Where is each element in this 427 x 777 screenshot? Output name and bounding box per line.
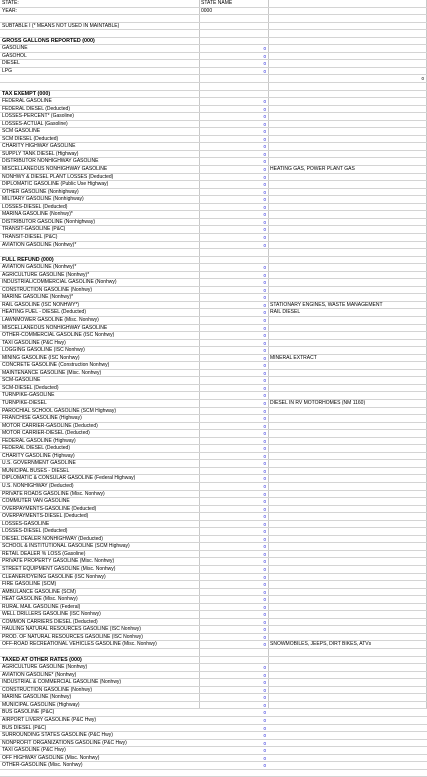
row-value: 0: [263, 521, 266, 527]
table-row[interactable]: [0, 740, 427, 748]
row-label: AVIATION GASOLINE (Nonhwy)*: [2, 241, 77, 248]
table-row[interactable]: [0, 113, 427, 121]
row-label: WELL DRILLERS GASOLINE (ISC Nonhwy): [2, 611, 101, 618]
header-row[interactable]: [0, 23, 427, 31]
row-label: GASOLINE: [2, 45, 28, 52]
table-row[interactable]: [0, 664, 427, 672]
table-row[interactable]: [0, 747, 427, 755]
blank-row[interactable]: [0, 770, 427, 777]
table-row[interactable]: [0, 53, 427, 61]
row-label: LOSSES-GASOLINE: [2, 520, 50, 527]
row-label: CONCRETE GASOLINE (Construction Nonhwy): [2, 362, 110, 369]
row-label: LPG: [2, 67, 13, 74]
table-row[interactable]: [0, 143, 427, 151]
row-label: LOSSES-ACTUAL (Gasoline): [2, 120, 68, 127]
table-row[interactable]: [0, 128, 427, 136]
row-label: OTHER GASOLINE (Nonhighway): [2, 188, 79, 195]
row-label: DISTRIBUTOR NONHIGHWAY GASOLINE: [2, 158, 99, 165]
section-title: TAXED AT OTHER RATES (000): [2, 656, 82, 663]
table-row[interactable]: [0, 309, 427, 317]
row-value: 0: [263, 53, 266, 59]
row-label: AVIATION GASOLINE (Nonhwy)*: [2, 264, 77, 271]
table-row[interactable]: [0, 121, 427, 129]
row-value: 0: [263, 325, 266, 331]
row-label: SCM-GASOLINE: [2, 377, 41, 384]
row-value: 0: [263, 129, 266, 135]
row-label: SUPPLY TANK DIESEL (Highway): [2, 150, 79, 157]
row-label: DIPLOMATIC GASOLINE (Public Use Highway): [2, 181, 109, 188]
total-row[interactable]: [0, 75, 427, 83]
table-row[interactable]: [0, 755, 427, 763]
row-value: 0: [263, 393, 266, 399]
table-row[interactable]: [0, 762, 427, 770]
table-row[interactable]: [0, 106, 427, 114]
blank-row[interactable]: [0, 30, 427, 38]
row-value: 0: [263, 559, 266, 565]
year-value: 0000: [201, 7, 213, 14]
row-label: TAXI GASOLINE (P&C Hwy): [2, 747, 66, 754]
table-row[interactable]: [0, 347, 427, 355]
table-row[interactable]: [0, 294, 427, 302]
table-row[interactable]: [0, 483, 427, 491]
table-row[interactable]: [0, 272, 427, 280]
row-value: 0: [263, 144, 266, 150]
table-row[interactable]: [0, 626, 427, 634]
row-value: 0: [263, 348, 266, 354]
table-row[interactable]: [0, 717, 427, 725]
table-row[interactable]: [0, 596, 427, 604]
row-value: 0: [263, 121, 266, 127]
row-label: FEDERAL GASOLINE (Highway): [2, 437, 76, 444]
row-value: 0: [263, 167, 266, 173]
table-row[interactable]: [0, 423, 427, 431]
row-label: LOSSES-DIESEL (Deducted): [2, 528, 68, 535]
row-value: 0: [263, 544, 266, 550]
row-label: PRIVATE PROPERTY GASOLINE (Misc. Nonhwy): [2, 558, 115, 565]
row-value: 0: [263, 46, 266, 52]
row-value: 0: [263, 378, 266, 384]
section-title: TAX EXEMPT (000): [2, 90, 51, 97]
row-value: 0: [263, 461, 266, 467]
table-row[interactable]: [0, 453, 427, 461]
row-label: DIESEL: [2, 60, 20, 67]
table-row[interactable]: [0, 408, 427, 416]
section-total: 0: [421, 76, 424, 82]
table-row[interactable]: [0, 491, 427, 499]
row-value: 0: [263, 468, 266, 474]
row-value: 0: [263, 272, 266, 278]
row-label: CHARITY GASOLINE (Highway): [2, 452, 75, 459]
row-value: 0: [263, 755, 266, 761]
row-value: 0: [263, 484, 266, 489]
row-value: 0: [263, 514, 266, 520]
row-value: 0: [263, 695, 266, 701]
table-row[interactable]: [0, 543, 427, 551]
row-value: 0: [263, 423, 266, 429]
row-label: MARINE GASOLINE (Nonhwy): [2, 694, 72, 701]
section-title-row[interactable]: [0, 91, 427, 99]
row-label: FEDERAL GASOLINE: [2, 98, 52, 105]
table-row[interactable]: [0, 211, 427, 219]
row-value: 0: [263, 589, 266, 595]
row-value: 0: [263, 242, 266, 248]
row-value: 0: [263, 333, 266, 339]
row-value: 0: [263, 159, 266, 165]
table-row[interactable]: [0, 521, 427, 529]
table-row[interactable]: [0, 679, 427, 687]
table-row[interactable]: [0, 581, 427, 589]
blank-row[interactable]: [0, 649, 427, 657]
row-label: INDUSTRIAL/COMMERCIAL GASOLINE (Nonhwy): [2, 279, 117, 286]
row-label: PRIVATE ROADS GASOLINE (Misc. Nonhwy): [2, 490, 105, 497]
table-row[interactable]: [0, 702, 427, 710]
row-label: OVERPAYMENTS-DIESEL (Deducted): [2, 513, 89, 520]
table-row[interactable]: [0, 468, 427, 476]
row-value: 0: [263, 680, 266, 686]
blank-row[interactable]: [0, 249, 427, 257]
row-value: 0: [263, 665, 266, 671]
row-label: HEATING FUEL - DIESEL (Deducted): [2, 309, 87, 316]
table-row[interactable]: [0, 370, 427, 378]
row-label: DIPLOMATIC & CONSULAR GASOLINE (Federal Highway): [2, 475, 136, 482]
row-value: 0: [263, 506, 266, 512]
table-row[interactable]: [0, 536, 427, 544]
table-row[interactable]: [0, 392, 427, 400]
row-value: 0: [263, 68, 266, 74]
row-label: FEDERAL DIESEL (Deducted): [2, 105, 70, 112]
section-title-row[interactable]: [0, 257, 427, 265]
row-label: U.S. GOVERNMENT GASOLINE: [2, 460, 76, 467]
table-row[interactable]: [0, 566, 427, 574]
table-row[interactable]: [0, 151, 427, 159]
table-row[interactable]: [0, 340, 427, 348]
row-value: 0: [263, 310, 266, 316]
table-row[interactable]: [0, 136, 427, 144]
row-label: DIESEL DEALER NONHIGHWAY (Deducted): [2, 535, 103, 542]
row-value: 0: [263, 219, 266, 225]
table-row[interactable]: [0, 174, 427, 182]
row-value: 0: [263, 408, 266, 414]
row-value: 0: [263, 370, 266, 376]
table-row[interactable]: [0, 611, 427, 619]
table-row[interactable]: [0, 45, 427, 53]
row-label: RETAIL DEALER % LOSS (Gasoline): [2, 550, 86, 557]
row-value: 0: [263, 574, 266, 580]
table-row[interactable]: [0, 619, 427, 627]
table-row[interactable]: [0, 355, 427, 363]
row-value: 0: [263, 340, 266, 346]
table-row[interactable]: [0, 204, 427, 212]
row-value: 0: [263, 536, 266, 542]
header-row[interactable]: [0, 8, 427, 16]
row-value: 0: [263, 182, 266, 188]
row-value: 0: [263, 597, 266, 603]
row-label: STREET EQUIPMENT GASOLINE (Misc. Nonhwy): [2, 566, 116, 573]
row-value: 0: [263, 725, 266, 731]
table-row[interactable]: [0, 189, 427, 197]
table-row[interactable]: [0, 634, 427, 642]
row-label: OTHER-COMMERCIAL GASOLINE (ISC Nonhwy): [2, 332, 115, 339]
table-row[interactable]: [0, 226, 427, 234]
row-value: 0: [263, 295, 266, 301]
row-label: FEDERAL DIESEL (Deducted): [2, 445, 70, 452]
row-value: 0: [263, 280, 266, 286]
row-value: 0: [263, 672, 266, 678]
row-note: STATIONARY ENGINES, WASTE MANAGEMENT: [270, 301, 383, 308]
row-label: PROD. OF NATURAL RESOURCES GASOLINE (ISC Nonhwy): [2, 633, 143, 640]
row-value: 0: [263, 438, 266, 444]
row-label: MARINA GASOLINE (Nonhwy)*: [2, 211, 73, 218]
state-label: STATE:: [2, 0, 19, 6]
row-value: 0: [263, 529, 266, 535]
row-value: 0: [263, 204, 266, 210]
row-label: PAROCHIAL SCHOOL GASOLINE (SCM Highway): [2, 407, 117, 414]
row-label: SCM-DIESEL (Deducted): [2, 384, 59, 391]
row-value: 0: [263, 763, 266, 769]
row-label: AVIATION GASOLINE* (Nonhwy): [2, 671, 77, 678]
table-row[interactable]: [0, 181, 427, 189]
row-label: MARINE GASOLINE (Nonhwy)*: [2, 294, 74, 301]
row-label: SCM GASOLINE: [2, 128, 41, 135]
table-row[interactable]: [0, 589, 427, 597]
row-label: SCHOOL & INSTITUTIONAL GASOLINE (SCM Highway): [2, 543, 130, 550]
row-label: OTHER-GASOLINE (Misc. Nonhwy): [2, 762, 83, 769]
table-row[interactable]: [0, 287, 427, 295]
row-value: 0: [263, 431, 266, 437]
table-row[interactable]: [0, 604, 427, 612]
subtable-note: SUBTABLE I (* MEANS NOT USED IN MAINTABLE): [2, 22, 120, 29]
row-value: 0: [263, 491, 266, 497]
row-label: MAINTENANCE GASOLINE (Misc. Nonhwy): [2, 369, 102, 376]
row-value: 0: [263, 197, 266, 203]
row-label: NONHWY & DIESEL PLANT LOSSES (Deducted): [2, 173, 114, 180]
table-row[interactable]: [0, 196, 427, 204]
row-label: CLEANER/DYEING GASOLINE (ISC Nonhwy): [2, 573, 106, 580]
row-value: 0: [263, 499, 266, 505]
table-row[interactable]: [0, 430, 427, 438]
row-label: RAIL GASOLINE (ISC NONHWY*): [2, 301, 80, 308]
row-value: 0: [263, 627, 266, 633]
table-row[interactable]: [0, 574, 427, 582]
state-name-label: STATE NAME: [201, 0, 233, 6]
row-value: 0: [263, 189, 266, 195]
row-value: 0: [263, 363, 266, 369]
table-row[interactable]: [0, 687, 427, 695]
blank-row[interactable]: [0, 83, 427, 91]
table-row[interactable]: [0, 362, 427, 370]
row-value: 0: [263, 151, 266, 157]
table-row[interactable]: [0, 60, 427, 68]
row-value: 0: [263, 136, 266, 142]
row-value: 0: [263, 212, 266, 218]
row-label: MUNICIPAL GASOLINE (Highway): [2, 701, 80, 708]
row-label: LAWNMOWER GASOLINE (Misc. Nonhwy): [2, 316, 99, 323]
row-label: OFF-ROAD RECREATIONAL VEHICLES GASOLINE (Misc. Nonhwy): [2, 641, 157, 648]
row-value: 0: [263, 61, 266, 67]
table-row[interactable]: [0, 438, 427, 446]
table-row[interactable]: [0, 385, 427, 393]
row-label: COMMON CARRIERS DIESEL (Deducted): [2, 618, 98, 625]
row-value: 0: [263, 619, 266, 625]
row-value: 0: [263, 717, 266, 723]
row-value: 0: [263, 612, 266, 618]
row-value: 0: [263, 740, 266, 746]
row-label: MILITARY GASOLINE (Nonhighway): [2, 196, 84, 203]
row-label: LOGGING GASOLINE (ISC Nonhwy): [2, 347, 85, 354]
row-value: 0: [263, 582, 266, 588]
row-note: MINERAL EXTRACT: [270, 354, 317, 361]
row-label: FRANCHISE GASOLINE (Highway): [2, 415, 82, 422]
row-value: 0: [263, 733, 266, 739]
row-value: 0: [263, 234, 266, 240]
row-value: 0: [263, 99, 266, 105]
table-row[interactable]: [0, 332, 427, 340]
section-title-row[interactable]: [0, 657, 427, 665]
table-row[interactable]: [0, 234, 427, 242]
table-row[interactable]: [0, 506, 427, 514]
row-label: SCM DIESEL (Deducted): [2, 135, 59, 142]
row-value: 0: [263, 287, 266, 293]
row-label: AGRICULTURE GASOLINE (Nonhwy): [2, 664, 88, 671]
table-row[interactable]: [0, 68, 427, 76]
row-value: 0: [263, 748, 266, 754]
table-row[interactable]: [0, 672, 427, 680]
row-label: INDUSTRIAL & COMMERCIAL GASOLINE (Nonhwy): [2, 679, 122, 686]
row-value: 0: [263, 604, 266, 610]
table-row[interactable]: [0, 445, 427, 453]
row-value: 0: [263, 400, 266, 406]
row-label: CHARITY HIGHWAY GASOLINE: [2, 143, 76, 150]
row-label: FIRE GASOLINE (SCM): [2, 581, 57, 588]
row-label: U.S. NONHIGHWAY (Deducted): [2, 483, 74, 489]
row-label: NONPROFIT ORGANIZATIONS GASOLINE (P&C Hwy): [2, 739, 127, 746]
row-value: 0: [263, 174, 266, 180]
row-label: AMBULANCE GASOLINE (SCM): [2, 588, 76, 595]
row-label: TAXI GASOLINE (P&C Hwy): [2, 339, 66, 346]
row-label: CONSTRUCTION GASOLINE (Nonhwy): [2, 686, 93, 693]
row-label: MOTOR CARRIER-GASOLINE (Deducted): [2, 422, 98, 429]
table-row[interactable]: [0, 558, 427, 566]
row-label: TRANSIT-DIESEL (P&C): [2, 233, 58, 240]
row-label: HAULING NATURAL RESOURCES GASOLINE (ISC Nonhwy): [2, 626, 141, 633]
row-value: 0: [263, 317, 266, 323]
row-label: OFF HIGHWAY GASOLINE (Misc. Nonhwy): [2, 754, 100, 761]
section-title: GROSS GALLONS REPORTED (000): [2, 37, 95, 44]
row-label: TRANSIT-GASOLINE (P&C): [2, 226, 66, 233]
row-label: GASOHOL: [2, 52, 27, 59]
row-label: MUNICIPAL BUSES - DIESEL: [2, 467, 70, 474]
row-value: 0: [263, 642, 266, 648]
section-title-row[interactable]: [0, 38, 427, 46]
row-value: 0: [263, 634, 266, 640]
table-row[interactable]: [0, 551, 427, 559]
row-value: 0: [263, 106, 266, 112]
row-label: BUS GASOLINE (P&C): [2, 709, 55, 716]
table-row[interactable]: [0, 242, 427, 250]
table-row[interactable]: [0, 317, 427, 325]
row-value: 0: [263, 265, 266, 271]
row-note: RAIL DIESEL: [270, 309, 301, 316]
row-value: 0: [263, 227, 266, 233]
row-value: 0: [263, 302, 266, 308]
row-label: SURROUNDING STATES GASOLINE (P&C Hwy): [2, 732, 113, 739]
row-label: LOSSES-DIESEL (Deducted): [2, 203, 68, 210]
row-label: AIRPORT LIVERY GASOLINE (P&C Hwy): [2, 716, 97, 723]
table-row[interactable]: [0, 158, 427, 166]
section-title: FULL REFUND (000): [2, 256, 54, 263]
row-value: 0: [263, 446, 266, 452]
row-label: DISTRIBUTOR GASOLINE (Nonhighway): [2, 218, 95, 225]
table-row[interactable]: [0, 709, 427, 717]
table-row[interactable]: [0, 498, 427, 506]
table-row[interactable]: [0, 98, 427, 106]
row-value: 0: [263, 702, 266, 708]
table-row[interactable]: [0, 528, 427, 536]
table-row[interactable]: [0, 460, 427, 468]
row-value: 0: [263, 114, 266, 120]
table-row[interactable]: [0, 325, 427, 333]
table-row[interactable]: [0, 264, 427, 272]
row-label: TURNPIKE-GASOLINE: [2, 392, 55, 399]
row-label: MISCELLANEOUS NONHIGHWAY GASOLINE: [2, 166, 108, 173]
row-label: OVERPAYMENTS-GASOLINE (Deducted): [2, 505, 97, 512]
table-row[interactable]: [0, 732, 427, 740]
row-label: MOTOR CARRIER-DIESEL (Deducted): [2, 430, 90, 437]
table-row[interactable]: [0, 166, 427, 174]
table-row[interactable]: [0, 641, 427, 649]
row-note: SNOWMOBILES, JEEPS, DIRT BIKES, ATVs: [270, 641, 372, 648]
row-label: COMMUTER VAN GASOLINE: [2, 498, 70, 505]
row-value: 0: [263, 416, 266, 422]
table-row[interactable]: [0, 475, 427, 483]
row-label: CONSTRUCTION GASOLINE (Nonhwy): [2, 286, 93, 293]
row-label: MISCELLANEOUS NONHIGHWAY GASOLINE: [2, 324, 108, 331]
table-row[interactable]: [0, 377, 427, 385]
row-label: RURAL MAIL GASOLINE (Federal): [2, 603, 81, 610]
row-label: LOSSES-PERCENT* (Gasoline): [2, 113, 74, 120]
header-row[interactable]: [0, 0, 427, 8]
row-value: 0: [263, 476, 266, 482]
table-row[interactable]: [0, 415, 427, 423]
table-row[interactable]: [0, 725, 427, 733]
row-label: MINING GASOLINE (ISC Nonhwy): [2, 354, 80, 361]
row-value: 0: [263, 567, 266, 573]
row-value: 0: [263, 385, 266, 391]
row-label: AGRICULTURE GASOLINE (Nonhwy)*: [2, 271, 90, 278]
row-value: 0: [263, 710, 266, 716]
table-row[interactable]: [0, 219, 427, 227]
blank-row[interactable]: [0, 15, 427, 23]
row-label: HEAT GASOLINE (Misc. Nonhwy): [2, 596, 78, 603]
table-row[interactable]: [0, 513, 427, 521]
row-value: 0: [263, 453, 266, 459]
row-note: HEATING GAS, POWER PLANT GAS: [270, 166, 355, 173]
table-row[interactable]: [0, 302, 427, 310]
row-value: 0: [263, 551, 266, 557]
year-label: YEAR:: [2, 7, 18, 14]
table-row[interactable]: [0, 694, 427, 702]
table-row[interactable]: [0, 279, 427, 287]
table-row[interactable]: [0, 400, 427, 408]
row-value: 0: [263, 355, 266, 361]
row-label: TURNPIKE-DIESEL: [2, 399, 47, 406]
row-value: 0: [263, 687, 266, 693]
row-label: BUS DIESEL (P&C): [2, 724, 47, 731]
row-note: DIESEL IN RV MOTORHOMES (NM 1160): [270, 399, 366, 406]
